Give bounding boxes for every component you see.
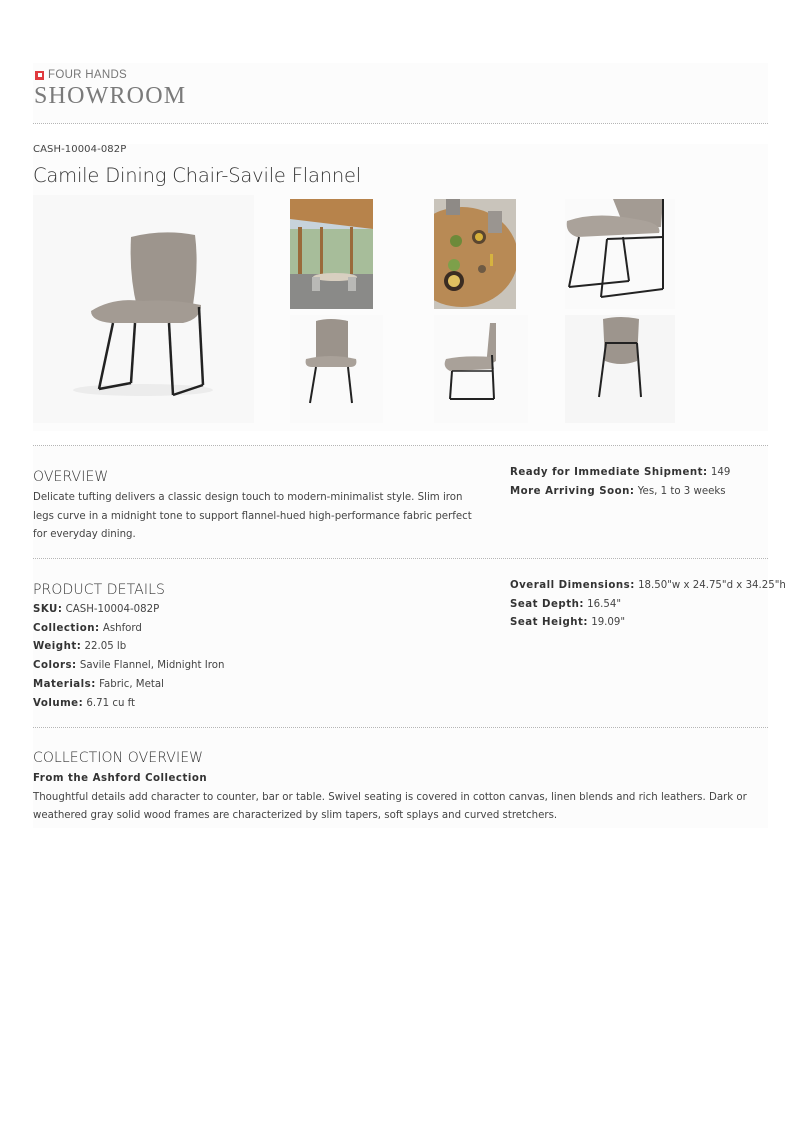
dining-room-image-icon [290, 199, 373, 309]
collection-text: Thoughtful details add character to counter, bar or table. Swivel seating is covered in cotton canvas, linen blends and rich leathers. Dark or weathered gray solid wood frames are characterized by slim tapers, soft splays and curved stretchers. [33, 792, 747, 821]
brand-name: FOUR HANDS [48, 69, 128, 81]
chair-back-image-icon [565, 315, 675, 423]
chair-closeup-image-icon [565, 199, 675, 309]
chair-image-icon [33, 195, 254, 423]
table-top-image-icon [434, 199, 516, 309]
divider [33, 123, 768, 124]
page-title: Camile Dining Chair-Savile Flannel [33, 164, 362, 187]
details-left [33, 601, 224, 713]
product-image-side[interactable] [434, 315, 528, 423]
collection-section [33, 728, 768, 828]
detail-colors: Colors: Savile Flannel, Midnight Iron [33, 660, 225, 672]
availability-immediate: Ready for Immediate Shipment: 149 [510, 467, 731, 478]
chair-front-image-icon [290, 315, 383, 423]
product-image-front[interactable] [290, 315, 383, 423]
detail-collection: Collection: Ashford [33, 622, 142, 634]
detail-weight: Weight: 22.05 lb [33, 641, 127, 653]
product-header [33, 144, 768, 431]
product-gallery [33, 195, 768, 429]
detail-volume: Volume: 6.71 cu ft [33, 697, 136, 709]
collection-subheading: From the Ashford Collection [33, 773, 208, 784]
availability-arriving: More Arriving Soon: Yes, 1 to 3 weeks [510, 485, 726, 497]
overview-section [33, 446, 768, 558]
spec-sheet [33, 63, 786, 828]
product-sku: CASH-10004-082P [33, 144, 127, 155]
detail-materials: Materials: Fabric, Metal [33, 678, 164, 690]
detail-overall-dimensions: Overall Dimensions: 18.50"w x 24.75"d x 34.25"h [510, 580, 786, 591]
details-heading: PRODUCT DETAILS [33, 582, 165, 598]
product-image-lifestyle-table[interactable] [434, 199, 516, 309]
product-image-lifestyle-room[interactable] [290, 199, 373, 309]
four-hands-logo-icon [35, 71, 44, 80]
availability [510, 464, 730, 501]
overview-text: Delicate tufting delivers a classic design touch to modern-minimalist style. Slim iron legs curve in a midnight tone to support flannel-hued high-performance fabric perfect for everyday dining. [33, 492, 472, 540]
product-image-seat-closeup[interactable] [565, 199, 675, 309]
detail-sku: SKU: CASH-10004-082P [33, 604, 160, 615]
brand-logo [35, 69, 127, 81]
product-image-back[interactable] [565, 315, 675, 423]
brand-subtitle: SHOWROOM [34, 83, 187, 109]
chair-side-image-icon [434, 315, 528, 423]
details-right [510, 577, 786, 633]
detail-seat-depth: Seat Depth: 16.54" [510, 598, 622, 610]
detail-seat-height: Seat Height: 19.09" [510, 617, 626, 629]
product-image-main[interactable] [33, 195, 254, 423]
overview-heading: OVERVIEW [33, 469, 109, 485]
product-details-section [33, 559, 786, 727]
brand-header [33, 63, 768, 123]
collection-heading: COLLECTION OVERVIEW [33, 750, 204, 766]
